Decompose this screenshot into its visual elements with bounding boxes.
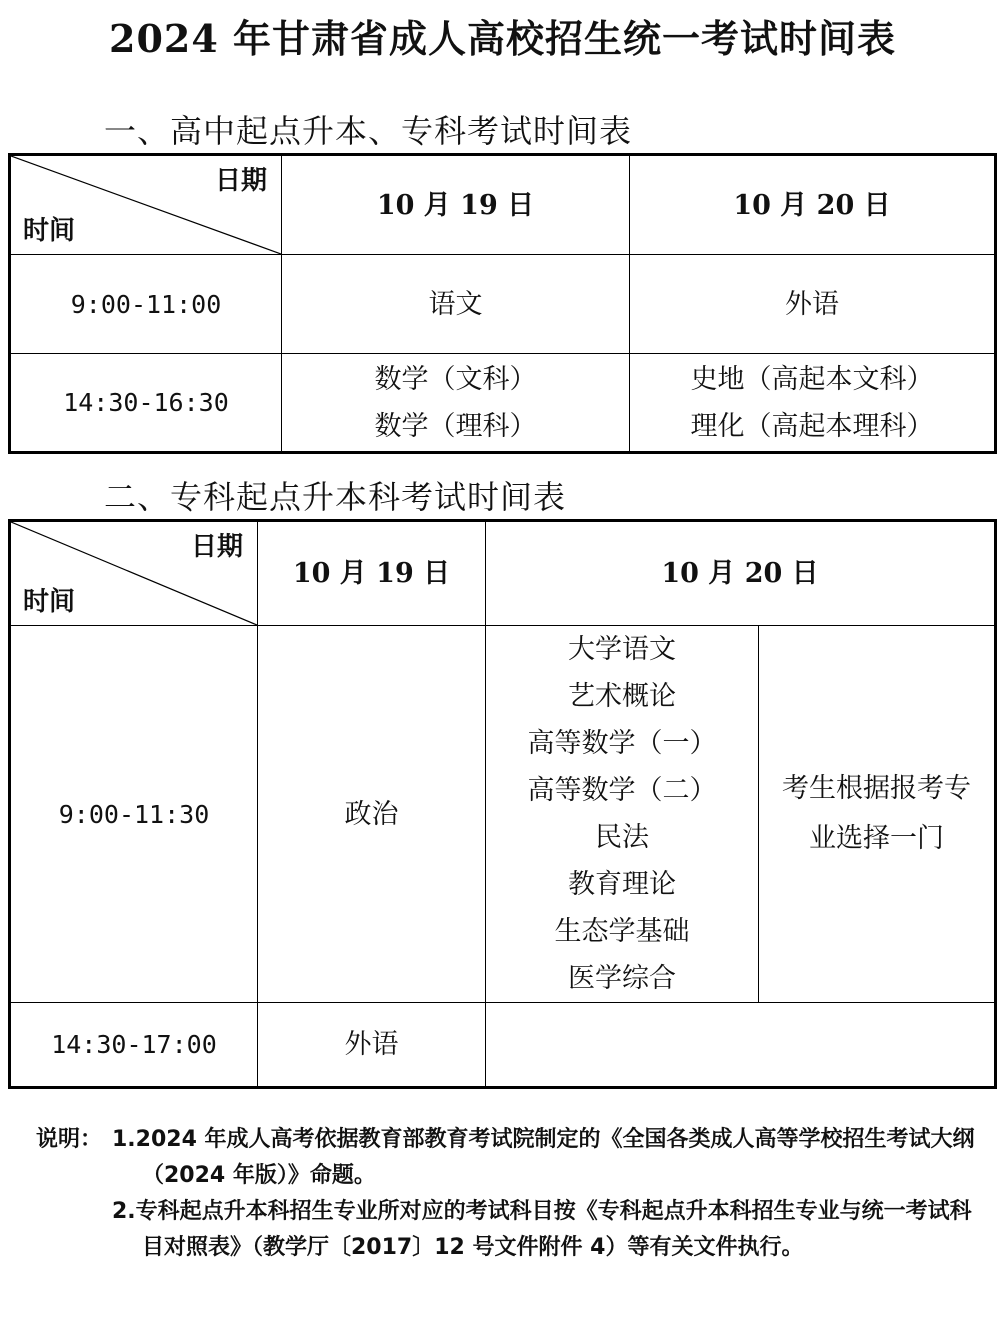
subject-text: 理化（高起本理科） <box>690 410 934 442</box>
page-title: 2024 年甘肃省成人高校招生统一考试时间表 <box>109 16 896 61</box>
table2-empty-cell <box>486 1003 996 1088</box>
subject-text: 高等数学（二） <box>527 775 717 806</box>
subject-text: 语文 <box>428 288 483 320</box>
table2-date-header-2: 10 月 20 日 <box>486 521 996 626</box>
table1-subject-cell <box>282 255 630 354</box>
subject-text: 史地（高起本文科） <box>690 363 934 395</box>
subject-text: 高等数学（一） <box>527 728 717 759</box>
table1-date-header-2: 10 月 20 日 <box>630 155 996 255</box>
subject-text: 教育理论 <box>568 869 676 900</box>
notes-block <box>36 1122 976 1266</box>
table1-subject-cell <box>282 354 630 453</box>
note-text: 业选择一门 <box>809 823 944 854</box>
section2-heading: 二、专科起点升本科考试时间表 <box>104 478 567 516</box>
notes-label: 说明： <box>36 1127 103 1152</box>
table2-time-cell: 14:30-17:00 <box>10 1003 258 1088</box>
table1-subject-cell <box>630 255 996 354</box>
corner-date-label: 日期 <box>214 166 267 196</box>
table1-corner-cell <box>10 155 282 255</box>
schedule-table-2 <box>8 519 997 1089</box>
corner-time-label: 时间 <box>23 587 76 617</box>
table1-date-header-1: 10 月 19 日 <box>282 155 630 255</box>
table2-subject-cell: 外语 <box>258 1003 486 1088</box>
subject-text: 医学综合 <box>568 963 676 994</box>
subject-text: 大学语文 <box>568 634 676 665</box>
note-item-2: 2.专科起点升本科招生专业所对应的考试科目按《专科起点升本科招生专业与统一考试科目对照表》（教学厅〔2017〕12 号文件附件 4）等有关文件执行。 <box>112 1199 972 1260</box>
subject-text: 外语 <box>785 288 839 320</box>
subject-text: 艺术概论 <box>568 681 676 712</box>
notes-list <box>36 1122 976 1266</box>
note-text: 考生根据报考专 <box>782 773 971 804</box>
table2-date-header-1: 10 月 19 日 <box>258 521 486 626</box>
corner-time-label: 时间 <box>23 216 76 246</box>
subject-text: 数学（文科） <box>374 363 537 395</box>
note-item-1: 1.2024 年成人高考依据教育部教育考试院制定的《全国各类成人高等学校招生考试大纲（2024 年版）》命题。 <box>112 1127 975 1188</box>
table1-time-cell: 14:30-16:30 <box>10 354 282 453</box>
corner-date-label: 日期 <box>190 532 243 562</box>
schedule-table-1 <box>8 153 997 454</box>
table2-subject-list-cell <box>486 626 759 1003</box>
subject-text: 民法 <box>595 822 649 853</box>
subject-text: 生态学基础 <box>554 916 690 947</box>
table2-note-cell <box>759 626 996 1003</box>
table2-subject-cell: 政治 <box>258 626 486 1003</box>
table2-time-cell: 9:00-11:30 <box>10 626 258 1003</box>
table2-corner-cell <box>10 521 258 626</box>
subject-text: 数学（理科） <box>374 410 537 442</box>
section1-heading: 一、高中起点升本、专科考试时间表 <box>104 112 633 150</box>
table1-subject-cell <box>630 354 996 453</box>
table1-time-cell: 9:00-11:00 <box>10 255 282 354</box>
